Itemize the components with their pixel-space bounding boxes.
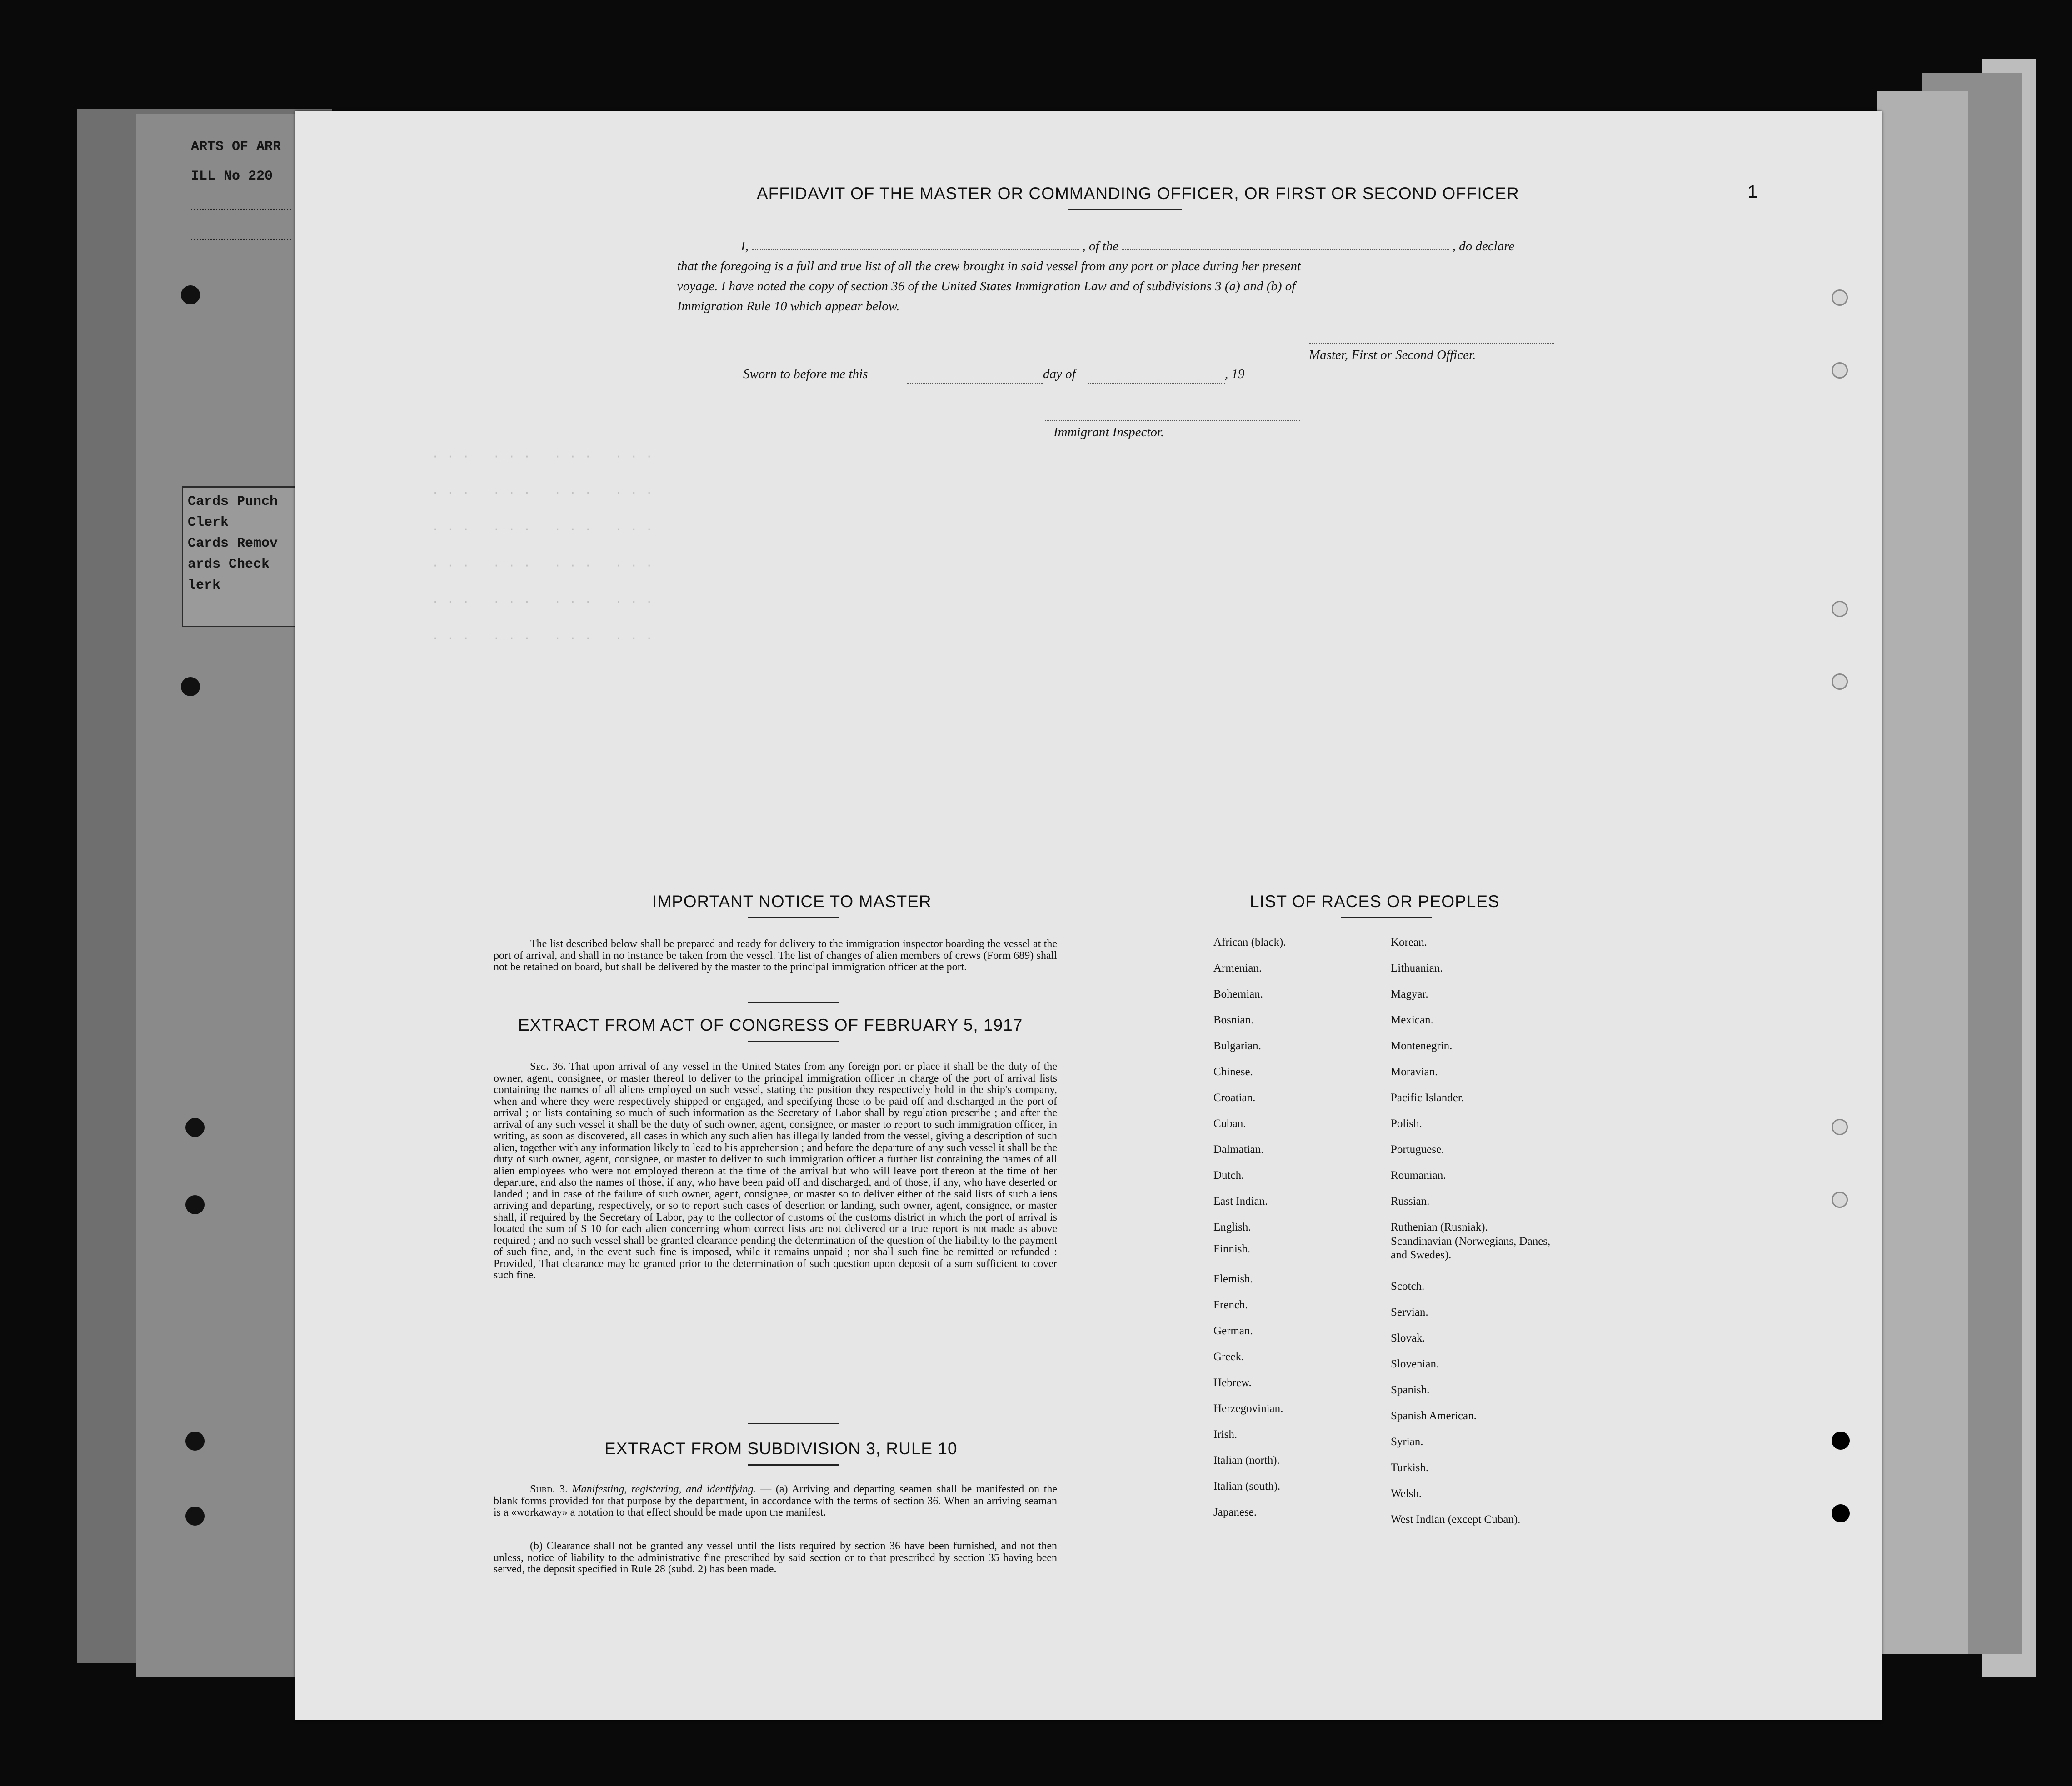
punch-hole xyxy=(185,1432,205,1451)
punch-hole xyxy=(185,1195,205,1214)
race-item: East Indian. xyxy=(1213,1195,1268,1207)
race-item: Armenian. xyxy=(1213,962,1262,974)
race-item: Russian. xyxy=(1391,1195,1430,1207)
stamp-line: ards Check xyxy=(188,557,270,572)
extract-act-title: EXTRACT FROM ACT OF CONGRESS OF FEBRUARY 5, 1917 xyxy=(518,1016,1023,1034)
race-item: Lithuanian. xyxy=(1391,962,1443,974)
affidavit-i: I, xyxy=(741,239,749,254)
stamp-line: lerk xyxy=(188,578,221,593)
punch-hole xyxy=(181,285,200,304)
race-item: Slovak. xyxy=(1391,1332,1425,1344)
inspector-label: Immigrant Inspector. xyxy=(1053,425,1164,439)
officer-name-field[interactable] xyxy=(752,249,1079,250)
race-item: Magyar. xyxy=(1391,988,1428,1000)
extract-rule-title: EXTRACT FROM SUBDIVISION 3, RULE 10 xyxy=(604,1439,958,1458)
vessel-name-field[interactable] xyxy=(1122,249,1449,250)
race-item: English. xyxy=(1213,1221,1251,1233)
race-item: Hebrew. xyxy=(1213,1377,1252,1389)
race-item: Korean. xyxy=(1391,936,1427,948)
manifest-page xyxy=(295,111,1882,1720)
notice-bottom-rule xyxy=(748,1002,839,1003)
race-item: Welsh. xyxy=(1391,1487,1422,1500)
master-signature-label: Master, First or Second Officer. xyxy=(1309,348,1476,362)
inspector-signature-field[interactable] xyxy=(1045,420,1300,421)
notice-text: The list described below shall be prepared and ready for delivery to the immigration inspector boarding the vessel at the port of arrival, and shall in no instance be taken from the vessel. The list of changes of alien members of crews (Form 689) shall not be retained on board, but shall be delivered by the master to the principal immigration officer at the port. xyxy=(494,938,1057,973)
page-mark: 1 xyxy=(1747,182,1758,202)
race-item: Croatian. xyxy=(1213,1092,1256,1104)
punch-hole xyxy=(185,1507,205,1526)
binder-hole-punched xyxy=(1832,1432,1850,1450)
races-title: LIST OF RACES OR PEOPLES xyxy=(1250,892,1500,911)
affidavit-of-the: , of the xyxy=(1082,239,1119,254)
race-item: Scandinavian (Norwegians, Danes, and Swedes). xyxy=(1391,1235,1551,1261)
race-item: Scotch. xyxy=(1391,1280,1425,1292)
show-through-row: ··· ··· ··· ··· xyxy=(432,450,661,464)
race-item: Italian (north). xyxy=(1213,1454,1280,1467)
affidavit-body xyxy=(677,236,1536,316)
stub-line-1: ARTS OF ARR xyxy=(191,139,281,155)
master-signature-field[interactable] xyxy=(1309,343,1554,344)
race-item: West Indian (except Cuban). xyxy=(1391,1513,1521,1526)
race-item: Italian (south). xyxy=(1213,1480,1281,1492)
affidavit-title: AFFIDAVIT OF THE MASTER OR COMMANDING OFFICER, OR FIRST OR SECOND OFFICER xyxy=(757,184,1519,203)
binder-hole xyxy=(1832,362,1848,379)
race-item: Bohemian. xyxy=(1213,988,1263,1000)
race-item: African (black). xyxy=(1213,936,1286,948)
affidavit-line-2: that the foregoing is a full and true list of all the crew brought in said vessel from any port or place during her present xyxy=(677,259,1301,274)
section-36-text xyxy=(494,1061,1057,1282)
race-item: Syrian. xyxy=(1391,1436,1423,1448)
race-item: Herzegovinian. xyxy=(1213,1402,1283,1415)
stamp-line: Clerk xyxy=(188,515,229,530)
sworn-day-field[interactable] xyxy=(907,371,1043,384)
races-rule xyxy=(1341,917,1432,918)
race-item: Greek. xyxy=(1213,1351,1244,1363)
races-column-2 xyxy=(1391,936,1563,1539)
stub-rule-1 xyxy=(191,209,291,210)
race-item: Montenegrin. xyxy=(1391,1040,1453,1052)
race-item: Moravian. xyxy=(1391,1066,1438,1078)
background-sheet-right-inner xyxy=(1877,91,1968,1654)
race-item: Portuguese. xyxy=(1391,1143,1444,1156)
stub-line-2: ILL No 220 xyxy=(191,169,273,184)
race-item: Ruthenian (Rusniak). xyxy=(1391,1221,1488,1233)
races-column-1 xyxy=(1213,936,1377,1532)
race-item: Flemish. xyxy=(1213,1273,1253,1285)
affidavit-declare: , do declare xyxy=(1452,239,1515,254)
race-item: Bulgarian. xyxy=(1213,1040,1261,1052)
race-item: Dutch. xyxy=(1213,1169,1244,1182)
race-item: Spanish American. xyxy=(1391,1410,1477,1422)
race-item: Irish. xyxy=(1213,1428,1238,1441)
binder-hole xyxy=(1832,673,1848,690)
stub-rule-2 xyxy=(191,239,291,240)
title-rule xyxy=(1068,209,1182,210)
binder-hole-punched xyxy=(1832,1504,1850,1522)
subdivision-3-text xyxy=(494,1484,1057,1519)
punch-hole xyxy=(181,677,200,696)
affidavit-line-3: voyage. I have noted the copy of section 36 of the United States Immigration Law and of subdivisions 3 (a) and (b) of xyxy=(677,279,1296,294)
show-through-row: ··· ··· ··· ··· xyxy=(432,559,661,573)
subd-para-a: — (a) Arriving and departing seamen shall be manifested on the blank forms provided for that purpose by the department, in accordance with the terms of section 36. When an arriving seaman is a «workaway» a notation to that effect should be made upon the manifest. xyxy=(494,1483,1058,1518)
sworn-month-field[interactable] xyxy=(1088,371,1225,384)
show-through-row: ··· ··· ··· ··· xyxy=(432,523,661,536)
show-through-row: ··· ··· ··· ··· xyxy=(432,632,661,645)
notice-title: IMPORTANT NOTICE TO MASTER xyxy=(652,892,932,911)
race-item: Mexican. xyxy=(1391,1014,1433,1026)
year-label: , 19 xyxy=(1225,367,1245,381)
subdivision-3b-text: (b) Clearance shall not be granted any vessel until the lists required by section 36 have been furnished, and not then unless, notice of liability to the administrative fine prescribed by said section or to that prescribed by section 35 having been served, the deposit specified in Rule 28 (subd. 2) has been made. xyxy=(494,1540,1057,1575)
sworn-label: Sworn to before me this xyxy=(743,367,868,381)
section-36-label: Sec. 36. xyxy=(530,1061,566,1073)
extract-act-bottom-rule xyxy=(748,1423,839,1424)
race-item: Chinese. xyxy=(1213,1066,1253,1078)
race-item: Cuban. xyxy=(1213,1117,1246,1130)
extract-act-rule xyxy=(748,1041,839,1042)
cards-stamp-box xyxy=(182,486,300,627)
notice-rule xyxy=(748,917,839,918)
race-item: Spanish. xyxy=(1391,1384,1430,1396)
race-item: Finnish. xyxy=(1213,1243,1251,1255)
race-item: Slovenian. xyxy=(1391,1358,1439,1370)
race-item: Bosnian. xyxy=(1213,1014,1254,1026)
race-item: Turkish. xyxy=(1391,1462,1429,1474)
race-item: German. xyxy=(1213,1325,1253,1337)
race-item: Dalmatian. xyxy=(1213,1143,1264,1156)
stamp-line: Cards Punch xyxy=(188,494,278,509)
section-36-body: That upon arrival of any vessel in the United States from any foreign port or place it shall be the duty of the owner, agent, consignee, or master thereof to deliver to the principal immigration officer in charge of the port of arrival lists containing the names of all aliens employed on such vessel, stating the position they respectively hold in the ship's company, when and where they were respectively shipped or engaged, and specifying those to be paid off and discharged in the port of arrival ; or lists containing so much of such information as the Secretary of Labor shall by regulation prescribe ; and after the arrival of any such vessel it shall be the duty of such owner, agent, consignee, or master to report to such immigration officer, in writing, as soon as discovered, all cases in which any such alien has illegally landed from the vessel, giving a description of such alien, together with any information likely to lead to his apprehension ; and before the departure of any such vessel it shall be the duty of such owner, agent, consignee, or master to deliver to such immigration officer a further list containing the names of all alien employees who were not employed thereon at the time of the arrival but who will leave port thereon at the time of her departure, and also the names of those, if any, who have been paid off and discharged, and of those, if any, who have deserted or landed ; and in case of the failure of such owner, agent, consignee, or master so to deliver either of the said lists of such aliens arriving and departing, respectively, or so to report such cases of desertion or landing, such owner, agent, consignee, or master shall, if required by the Secretary of Labor, pay to the collector of customs of the customs district in which the port of arrival is located the sum of $ 10 for each alien concerning whom correct lists are not delivered or a true report is not made as above required ; and no such vessel shall be granted clearance pending the determination of the question of the liability to the payment of such fine, and, in the event such fine is imposed, while it remains unpaid ; nor shall such fine be remitted or refunded : Provided, That clearance may be granted prior to the determination of such question upon deposit of a sum sufficient to cover such fine. xyxy=(494,1061,1057,1281)
binder-hole xyxy=(1832,1192,1848,1208)
race-item: Servian. xyxy=(1391,1306,1428,1318)
extract-rule-rule xyxy=(748,1464,839,1466)
race-item: Roumanian. xyxy=(1391,1169,1446,1182)
stamp-line: Cards Remov xyxy=(188,536,278,551)
race-item: Pacific Islander. xyxy=(1391,1092,1464,1104)
race-item: Japanese. xyxy=(1213,1506,1257,1518)
affidavit-line-4: Immigration Rule 10 which appear below. xyxy=(677,299,900,314)
race-item: Polish. xyxy=(1391,1117,1422,1130)
subd-heading: Manifesting, registering, and identifying. xyxy=(572,1483,756,1495)
subd-label: Subd. 3. xyxy=(530,1483,568,1495)
binder-hole xyxy=(1832,601,1848,617)
show-through-row: ··· ··· ··· ··· xyxy=(432,486,661,500)
binder-hole xyxy=(1832,289,1848,306)
day-of-label: day of xyxy=(1043,367,1076,381)
binder-hole xyxy=(1832,1119,1848,1135)
race-item: French. xyxy=(1213,1299,1248,1311)
punch-hole xyxy=(185,1118,205,1137)
show-through-row: ··· ··· ··· ··· xyxy=(432,595,661,609)
